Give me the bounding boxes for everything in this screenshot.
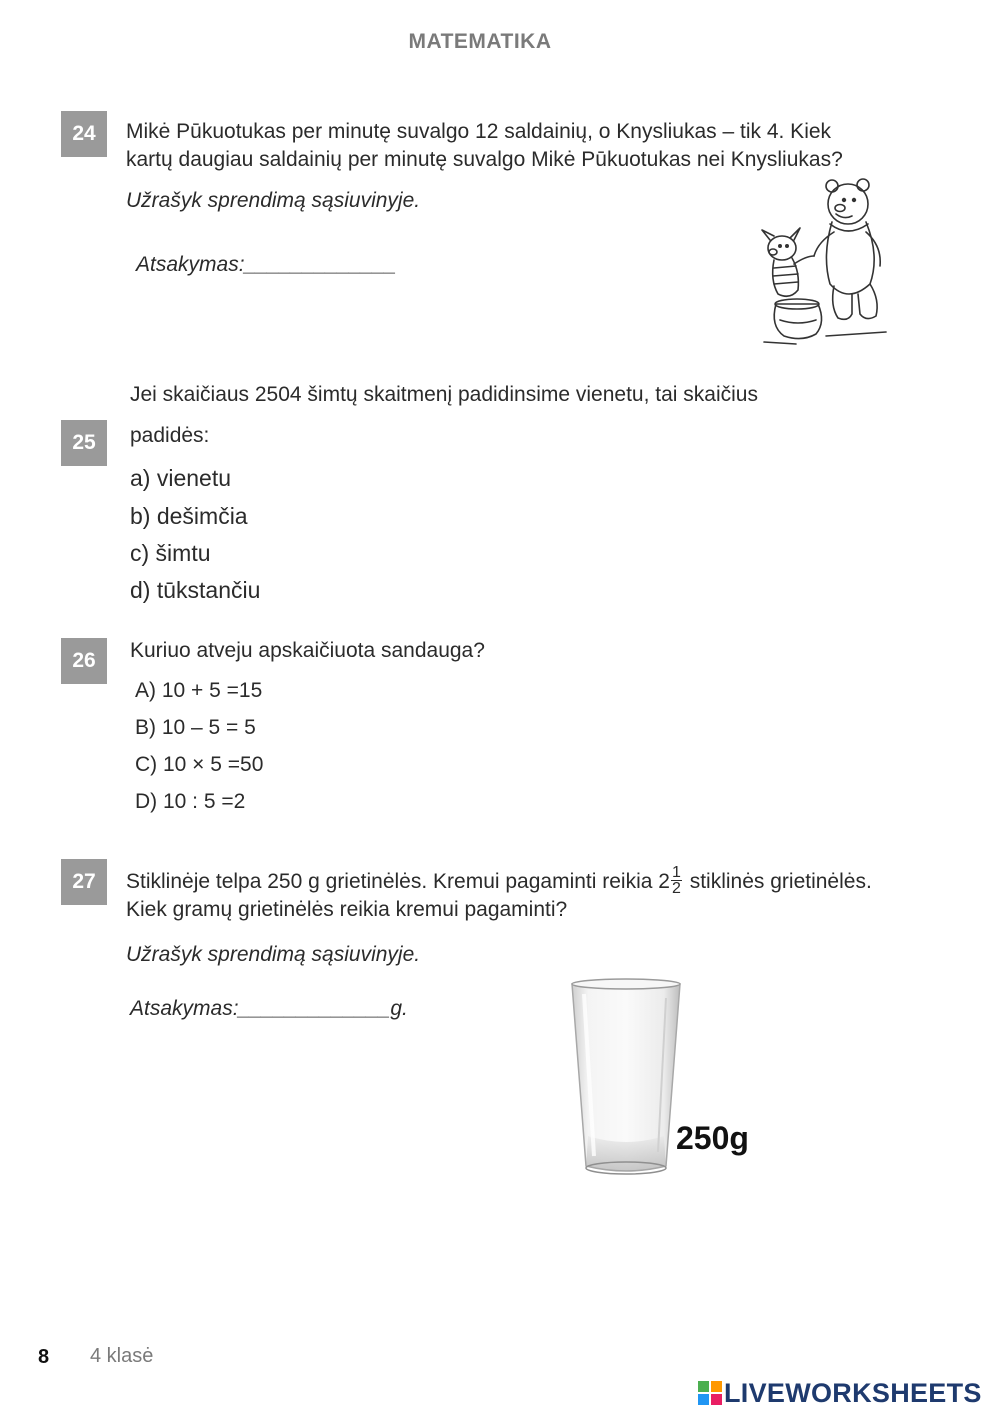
page-header: MATEMATIKA (408, 30, 552, 53)
fraction-numerator: 1 (671, 864, 681, 881)
option-a[interactable]: a) vienetu (130, 465, 232, 491)
question-24-line1: Mikė Pūkuotukas per minutę suvalgo 12 saldainių, o Knysliukas – tik 4. Kiek (126, 120, 832, 143)
question-number-27: 27 (61, 859, 107, 905)
page-number: 8 (38, 1346, 50, 1368)
question-number-24: 24 (61, 111, 107, 157)
option-B[interactable]: B) 10 – 5 = 5 (135, 716, 256, 739)
question-27-line2: Kiek gramų grietinėlės reikia kremui pagaminti? (126, 898, 568, 921)
question-25-line1: Jei skaičiaus 2504 šimtų skaitmenį padidinsime vienetu, tai skaičius (130, 383, 758, 406)
pooh-piglet-illustration (756, 176, 894, 348)
question-27-line1-part1: Stiklinėje telpa 250 g grietinėlės. Kremui pagaminti reikia 2 (126, 870, 670, 894)
grade-label: 4 klasė (90, 1345, 154, 1367)
option-D[interactable]: D) 10 : 5 =2 (135, 790, 246, 813)
question-25-line2: padidės: (130, 424, 210, 447)
liveworksheets-logo-icon (698, 1381, 722, 1405)
question-24-instruction: Užrašyk sprendimą sąsiuvinyje. (126, 189, 421, 212)
option-A[interactable]: A) 10 + 5 =15 (135, 679, 263, 702)
question-27-instruction: Užrašyk sprendimą sąsiuvinyje. (126, 943, 421, 966)
question-24-line2: kartų daugiau saldainių per minutę suvalgo Mikė Pūkuotukas nei Knysliukas? (126, 148, 843, 171)
question-27-line1-part2: stiklinės grietinėlės. (683, 870, 872, 894)
question-27-line1 (126, 864, 872, 898)
question-26-text: Kuriuo atveju apskaičiuota sandauga? (130, 639, 485, 662)
question-27-answer[interactable]: Atsakymas:_____________g. (130, 997, 408, 1020)
glass-illustration (566, 976, 686, 1190)
question-number-26: 26 (61, 638, 107, 684)
option-C[interactable]: C) 10 × 5 =50 (135, 753, 264, 776)
question-number-25: 25 (61, 420, 107, 466)
fraction-denominator: 2 (671, 880, 681, 897)
option-d[interactable]: d) tūkstančiu (130, 577, 261, 603)
question-24-answer[interactable]: Atsakymas:_____________ (136, 253, 397, 276)
option-c[interactable]: c) šimtu (130, 540, 211, 566)
glass-capacity-label: 250g (676, 1120, 749, 1156)
option-b[interactable]: b) dešimčia (130, 503, 248, 529)
liveworksheets-brand[interactable]: LIVEWORKSHEETS (724, 1378, 982, 1408)
fraction-one-half (671, 865, 682, 896)
